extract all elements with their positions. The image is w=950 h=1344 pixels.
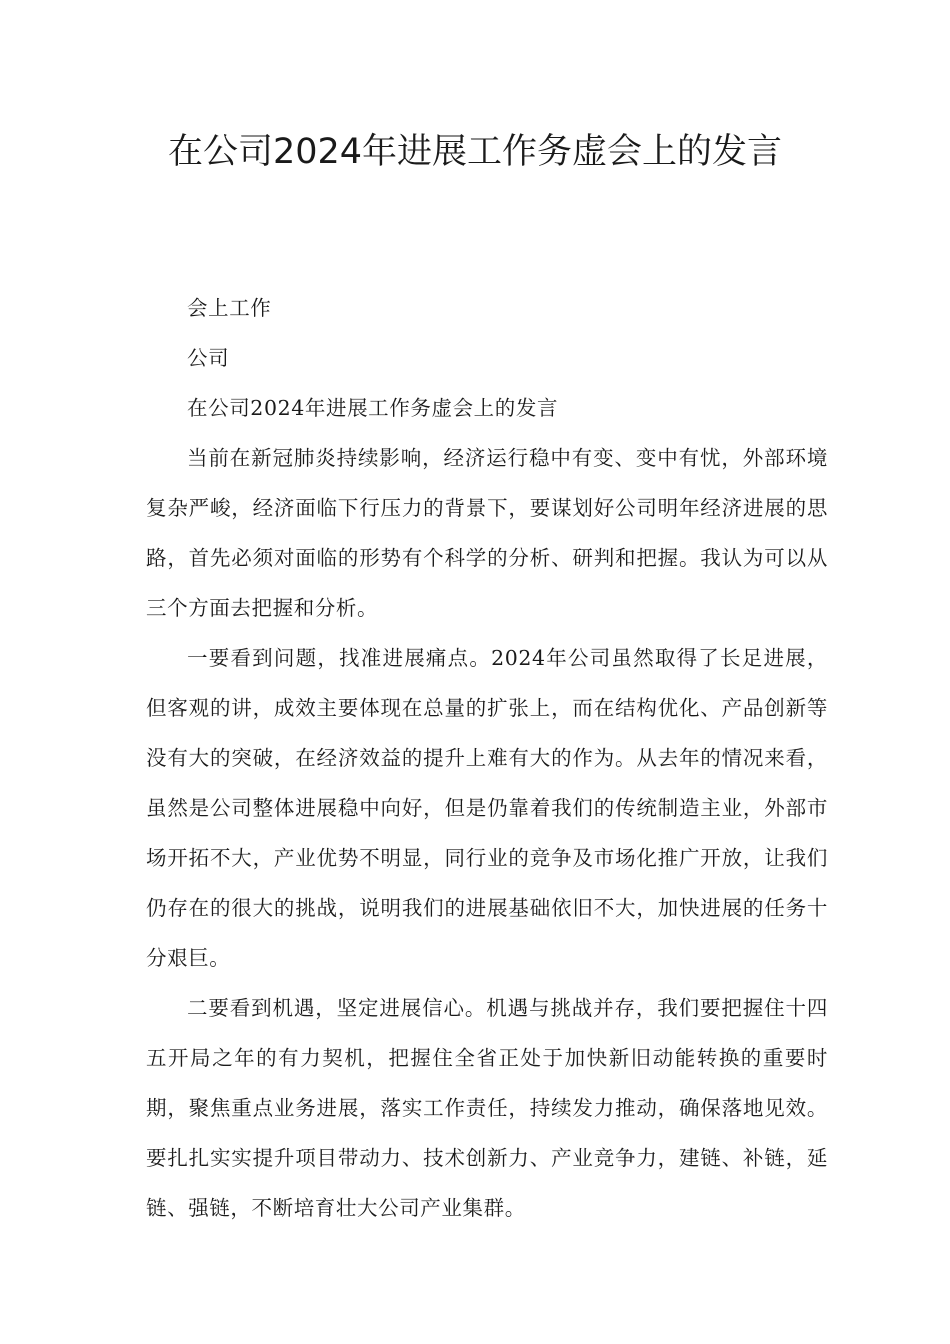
paragraph-point-two: 二要看到机遇，坚定进展信心。机遇与挑战并存，我们要把握住十四五开局之年的有力契机，把握住全省正处于加快新旧动能转换的重要时期，聚焦重点业务进展，落实工作责任，持续发力推动，确保落地见效。要扎扎实实提升项目带动力、技术创新力、产业竞争力，建链、补链，延链、强链，不断培育壮大公司产业集群。	[146, 996, 828, 1220]
paragraph-category: 会上工作	[187, 296, 272, 320]
paragraph-intro: 当前在新冠肺炎持续影响，经济运行稳中有变、变中有忧，外部环境复杂严峻，经济面临下行压力的背景下，要谋划好公司明年经济进展的思路，首先必须对面临的形势有个科学的分析、研判和把握。我认为可以从三个方面去把握和分析。	[146, 446, 828, 620]
paragraph-subtitle: 在公司2024年进展工作务虚会上的发言	[187, 396, 559, 420]
paragraph-organization: 公司	[187, 346, 230, 370]
document-title: 在公司2024年进展工作务虚会上的发言	[167, 132, 783, 172]
paragraph-point-one: 一要看到问题，找准进展痛点。2024年公司虽然取得了长足进展，但客观的讲，成效主要体现在总量的扩张上，而在结构优化、产品创新等没有大的突破，在经济效益的提升上难有大的作为。从去年的情况来看，虽然是公司整体进展稳中向好，但是仍靠着我们的传统制造主业，外部市场开拓不大，产业优势不明显，同行业的竞争及市场化推广开放，让我们仍存在的很大的挑战，说明我们的进展基础依旧不大，加快进展的任务十分艰巨。	[146, 646, 828, 970]
document-body	[146, 283, 828, 1233]
